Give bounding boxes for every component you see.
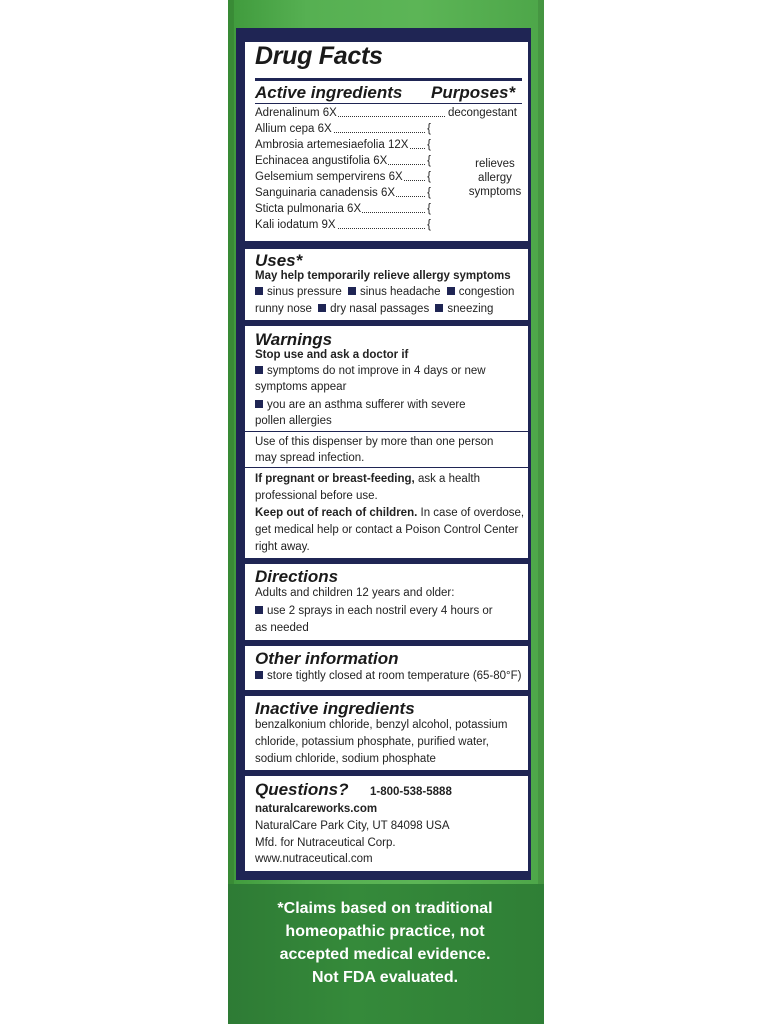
ingredients-rule	[255, 103, 522, 104]
warning-item-cont: pollen allergies	[255, 415, 332, 427]
uses-lead: May help temporarily relieve allergy symptoms	[255, 270, 511, 282]
uses-list-line2: runny nose dry nasal passages sneezing	[255, 303, 494, 315]
warning-rule	[245, 431, 528, 432]
ingredient-row: Ambrosia artemesiaefolia 12X {	[255, 139, 431, 151]
dispenser-warning: Use of this dispenser by more than one person may spread infection.	[255, 436, 494, 464]
bullet-square	[447, 287, 455, 295]
directions-section	[245, 564, 528, 640]
ingredient-row: Adrenalinum 6X decongestant	[255, 107, 517, 119]
drug-facts-title: Drug Facts	[255, 42, 383, 70]
ingredient-row: Kali iodatum 9X {	[255, 219, 431, 231]
questions-address: NaturalCare Park City, UT 84098 USA	[255, 820, 450, 832]
uses-list-line1: sinus pressure sinus headache congestion	[255, 284, 514, 300]
questions-website2: www.nutraceutical.com	[255, 853, 373, 865]
ingredient-row: Echinacea angustifolia 6X {	[255, 155, 431, 167]
children-warning: Keep out of reach of children. In case of overdose,	[255, 507, 525, 519]
active-ingredients-heading: Active ingredients	[255, 83, 403, 102]
directions-heading: Directions	[255, 567, 339, 586]
ingredient-row: Sanguinaria canadensis 6X {	[255, 187, 431, 199]
warning-rule	[245, 467, 528, 468]
uses-section	[245, 249, 528, 320]
warning-item: you are an asthma sufferer with severe	[255, 397, 466, 413]
bullet-square	[318, 304, 326, 312]
pregnant-warning: If pregnant or breast-feeding, ask a health	[255, 473, 480, 485]
inactive-heading: Inactive ingredients	[255, 699, 415, 718]
questions-section	[245, 776, 528, 871]
inactive-section	[245, 696, 528, 770]
children-warning-line2: get medical help or contact a Poison Control Center	[255, 524, 519, 536]
ingredient-row: Allium cepa 6X {	[255, 123, 431, 135]
purposes-heading: Purposes*	[431, 83, 516, 102]
other-info-item: store tightly closed at room temperature (65-80°F)	[255, 668, 522, 684]
directions-line1: Adults and children 12 years and older:	[255, 587, 455, 599]
directions-line3: as needed	[255, 622, 309, 634]
warnings-section	[245, 326, 528, 558]
claims-disclaimer: *Claims based on traditional homeopathic practice, not accepted medical evidence. Not FDA evaluated.	[277, 900, 493, 986]
warning-item-cont: symptoms appear	[255, 381, 347, 393]
questions-heading: Questions?	[255, 780, 349, 799]
questions-website: naturalcareworks.com	[255, 803, 378, 815]
other-info-heading: Other information	[255, 649, 399, 668]
directions-item: use 2 sprays in each nostril every 4 hours or	[255, 603, 493, 619]
ingredient-row: Gelsemium sempervirens 6X {	[255, 171, 431, 183]
uses-heading: Uses*	[255, 251, 303, 270]
inactive-text: benzalkonium chloride, benzyl alcohol, potassium chloride, potassium phosphate, purified water, sodium chloride, sodium phosphate	[255, 719, 508, 765]
stop-use-line: Stop use and ask a doctor if	[255, 349, 409, 361]
bullet-square	[255, 287, 263, 295]
questions-phone: 1-800-538-5888	[370, 786, 452, 798]
active-ingredients-section	[245, 42, 528, 241]
title-rule	[255, 78, 522, 81]
pregnant-warning-line2: professional before use.	[255, 490, 378, 502]
warnings-heading: Warnings	[255, 330, 333, 349]
warning-item: symptoms do not improve in 4 days or new	[255, 363, 486, 379]
other-info-section	[245, 646, 528, 690]
bullet-square	[348, 287, 356, 295]
bullet-square	[435, 304, 443, 312]
ingredient-row: Sticta pulmonaria 6X {	[255, 203, 431, 215]
box-edge-right	[538, 0, 544, 1024]
questions-mfd: Mfd. for Nutraceutical Corp.	[255, 837, 396, 849]
box-edge-left	[228, 0, 234, 1024]
relieves-purpose: relieves allergy symptoms	[468, 158, 522, 198]
children-warning-line3: right away.	[255, 541, 310, 553]
